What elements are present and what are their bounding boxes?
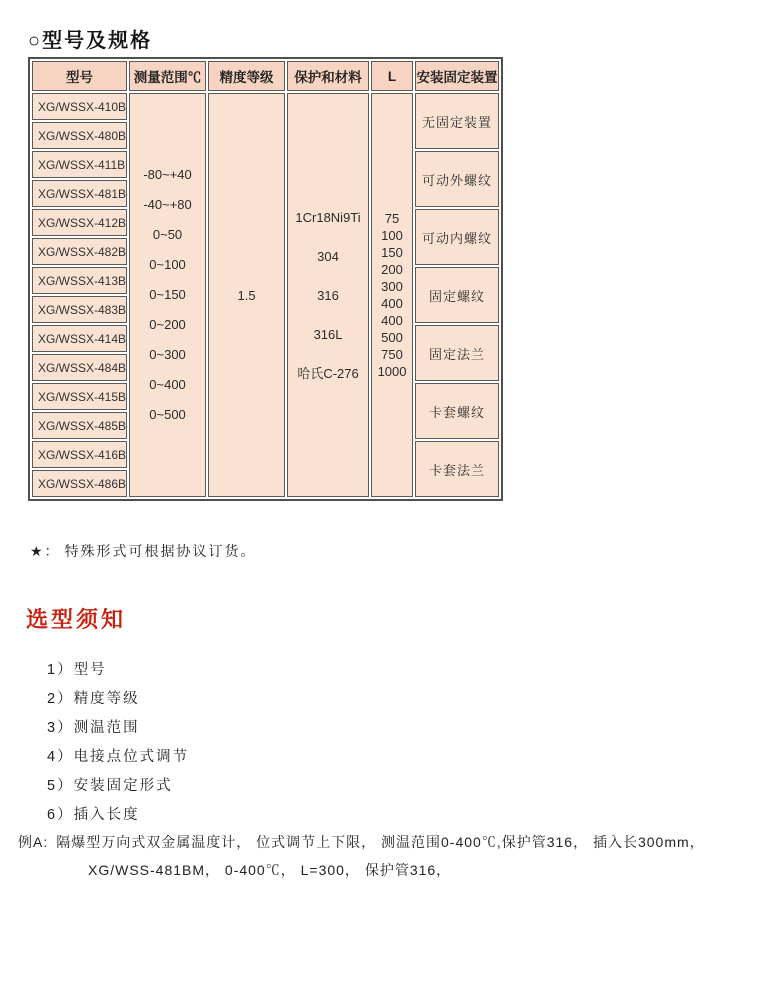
list-item: 3）测温范围 (47, 720, 140, 736)
model-cell: XG/WSSX-482B (32, 238, 127, 265)
list-item: 5）安装固定形式 (47, 778, 173, 794)
length-cell-line: 200 (381, 262, 403, 277)
section-title-selection: 选型须知 (26, 607, 127, 632)
spec-table (28, 57, 503, 501)
model-cell: XG/WSSX-413B (32, 267, 127, 294)
length-cell (371, 93, 413, 497)
range-cell-line: 0~400 (149, 377, 186, 392)
length-cell-line: 750 (381, 347, 403, 362)
length-cell-line: 400 (381, 313, 403, 328)
fixing-cell: 可动外螺纹 (415, 151, 499, 207)
header-material: 保护和材料 (287, 61, 369, 91)
example-text-1: 隔爆型万向式双金属温度计， 位式调节上下限， 测温范围0-400℃,保护管316， 插入长300mm， (56, 834, 705, 850)
material-cell-line: 哈氏C-276 (297, 365, 359, 381)
model-cell: XG/WSSX-486B (32, 470, 127, 497)
length-cell-line: 500 (381, 330, 403, 345)
header-fixing: 安装固定装置 (415, 61, 499, 91)
header-row (32, 61, 499, 91)
model-cell: XG/WSSX-416B (32, 441, 127, 468)
material-cell-line: 316 (317, 287, 339, 303)
fixing-cell: 卡套法兰 (415, 441, 499, 497)
range-cell-line: 0~300 (149, 347, 186, 362)
range-cell-line: 0~200 (149, 317, 186, 332)
header-model: 型号 (32, 61, 127, 91)
fixing-cell: 固定法兰 (415, 325, 499, 381)
range-cell-line: 0~500 (149, 407, 186, 422)
range-cell-line: 0~100 (149, 257, 186, 272)
fixing-cell: 无固定装置 (415, 93, 499, 149)
header-accuracy: 精度等级 (208, 61, 285, 91)
length-cell-line: 1000 (377, 364, 407, 379)
model-cell: XG/WSSX-414B (32, 325, 127, 352)
fixing-cell: 卡套螺纹 (415, 383, 499, 439)
model-cell: XG/WSSX-411B (32, 151, 127, 178)
range-cell (129, 93, 206, 497)
range-cell-line: 0~150 (149, 287, 186, 302)
header-range: 测量范围℃ (129, 61, 206, 91)
model-cell: XG/WSSX-415B (32, 383, 127, 410)
model-cell: XG/WSSX-485B (32, 412, 127, 439)
model-cell: XG/WSSX-410B (32, 93, 127, 120)
model-cell: XG/WSSX-483B (32, 296, 127, 323)
fixing-cell: 可动内螺纹 (415, 209, 499, 265)
list-item: 2）精度等级 (47, 691, 140, 707)
spec-row (32, 93, 499, 120)
material-cell-line: 304 (317, 248, 339, 264)
list-item: 6）插入长度 (47, 807, 140, 823)
range-cell-line: 0~50 (152, 227, 183, 242)
footnote-text: 特殊形式可根据协议订货。 (64, 543, 257, 559)
example-paragraph (18, 828, 768, 884)
model-cell: XG/WSSX-412B (32, 209, 127, 236)
list-item: 1）型号 (47, 662, 107, 678)
length-cell-line: 300 (381, 279, 403, 294)
star-icon: ★： (30, 543, 61, 559)
example-label: 例A: (18, 834, 49, 850)
model-cell: XG/WSSX-484B (32, 354, 127, 381)
selection-list (47, 656, 189, 830)
length-cell-line: 400 (381, 296, 403, 311)
material-cell (287, 93, 369, 497)
header-length: L (371, 61, 413, 91)
fixing-cell: 固定螺纹 (415, 267, 499, 323)
length-cell-line: 150 (381, 245, 403, 260)
page-title: ○型号及规格 (28, 30, 153, 52)
footnote (30, 541, 257, 561)
example-line-2: XG/WSS-481BM， 0-400℃， L=300， 保护管316， (88, 862, 452, 878)
material-cell-line: 1Cr18Ni9Ti (295, 209, 361, 225)
accuracy-cell: 1.5 (208, 93, 285, 497)
list-item: 4）电接点位式调节 (47, 749, 190, 765)
model-cell: XG/WSSX-481B (32, 180, 127, 207)
spec-table-header (32, 61, 499, 91)
spec-table-body (32, 93, 499, 497)
length-cell-line: 75 (384, 211, 400, 226)
model-cell: XG/WSSX-480B (32, 122, 127, 149)
material-cell-line: 316L (313, 326, 343, 342)
range-cell-line: -80~+40 (143, 167, 192, 182)
range-cell-line: -40~+80 (143, 197, 192, 212)
example-line-1 (18, 828, 768, 856)
length-cell-line: 100 (381, 228, 403, 243)
